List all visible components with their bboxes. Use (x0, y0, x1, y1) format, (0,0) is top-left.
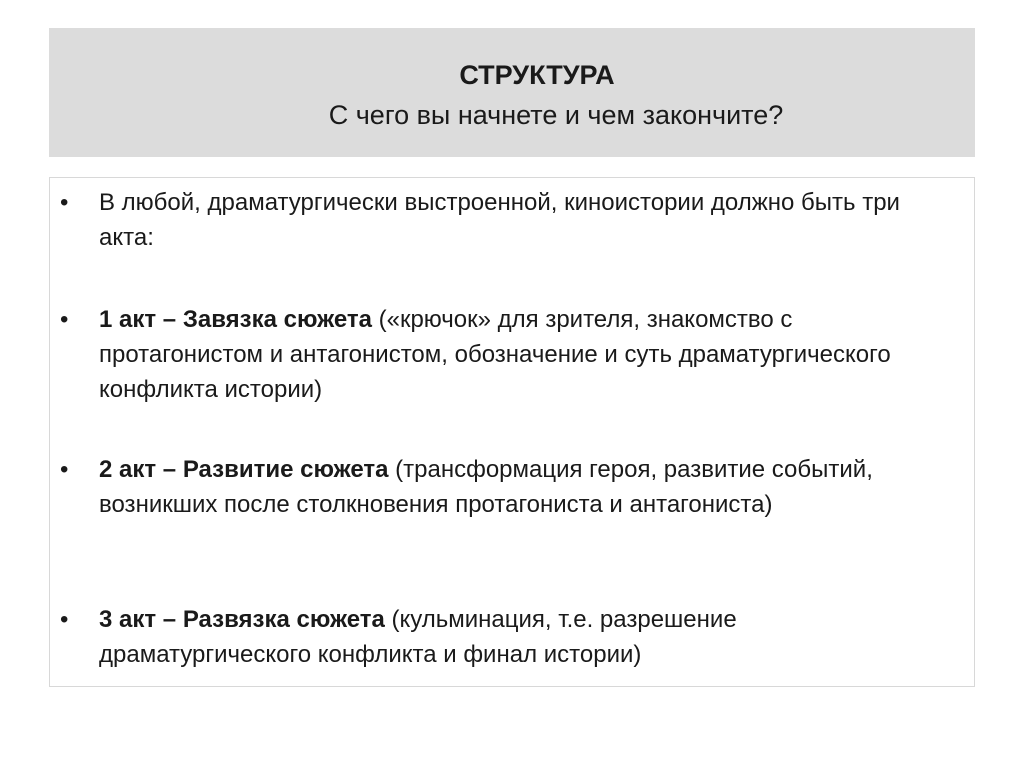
bullet-text (99, 302, 934, 407)
bullet-text (99, 452, 934, 522)
bullet-body-text: (кульминация, т.е. разрешение драматургического конфликта и финал истории) (99, 606, 737, 668)
bullet-bold-text: 3 акт – Развязка сюжета (99, 606, 385, 633)
bullet-bold-text: 1 акт – Завязка сюжета (99, 306, 372, 333)
content-box (49, 177, 975, 687)
bullet-marker: • (60, 456, 69, 483)
bullet-marker: • (60, 306, 69, 333)
bullet-body-text: («крючок» для зрителя, знакомство с протагонистом и антагонистом, обозначение и суть драматургического конфликта истории) (99, 306, 891, 403)
bullet-text (99, 602, 934, 672)
bullet-bold-text: 2 акт – Развитие сюжета (99, 456, 389, 483)
slide-subtitle: С чего вы начнете и чем закончите? (328, 100, 784, 130)
header-box (49, 28, 975, 157)
bullet-marker: • (60, 189, 69, 216)
bullet-body-text: В любой, драматургически выстроенной, киноистории должно быть три акта: (99, 189, 900, 251)
bullet-body-text: (трансформация героя, развитие событий, возникших после столкновения протагониста и антагониста) (99, 456, 873, 518)
bullet-marker: • (60, 606, 69, 633)
bullet-text (99, 185, 934, 255)
slide-title: СТРУКТУРА (459, 60, 615, 90)
